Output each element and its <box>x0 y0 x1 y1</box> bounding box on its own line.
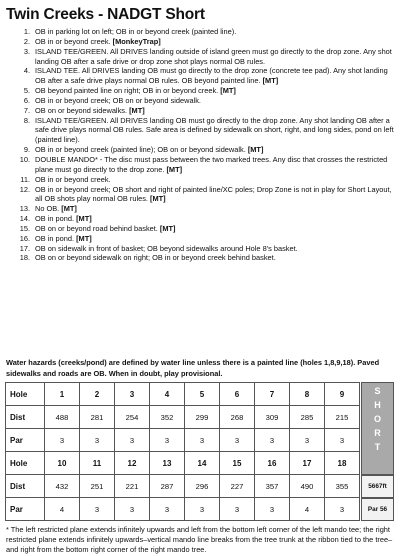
rule-tag: [MT] <box>262 76 279 86</box>
rule-tag: [MT] <box>76 233 92 243</box>
footnote: * The left restricted plane extends infinitely upwards and left from the bottom left corner of the left mando tee; the right restricted plane extends infinitely upwards–vertical mando line breaks from the tree trunk at the ribbon tied to the tree–and right from the bottom right corner of the right mando tree. <box>6 525 393 555</box>
short-layout-label <box>361 382 394 475</box>
rule-item <box>10 106 396 116</box>
holes-cell: 1 <box>45 383 80 406</box>
par-cell: 3 <box>45 429 80 452</box>
rule-text: DOUBLE MANDO* - The disc must pass between the two marked trees. Any disc that crosses the restricted plane must go directly to the drop zone. <box>35 154 388 174</box>
rule-number: 2. <box>23 36 30 46</box>
dist-cell: 309 <box>255 406 290 429</box>
holes-cell: 8 <box>290 383 325 406</box>
side-letter: O <box>373 414 381 424</box>
rule-tag: [MT] <box>220 86 236 96</box>
rule-number: 4. <box>23 66 30 76</box>
par-cell: 3 <box>325 429 360 452</box>
rule-number: 6. <box>23 95 30 105</box>
par-cell: 3 <box>185 429 220 452</box>
rule-number: 18. <box>19 253 30 263</box>
side-letter: H <box>374 400 381 410</box>
row-label: Dist <box>6 406 45 429</box>
holes-cell: 16 <box>255 452 290 475</box>
row-label: Hole <box>6 383 45 406</box>
dist-cell: 488 <box>45 406 80 429</box>
dist-cell: 268 <box>220 406 255 429</box>
holes-cell: 6 <box>220 383 255 406</box>
rule-text: ISLAND TEE. All DRIVES landing OB must go directly to the drop zone (concrete tee pad). Any shot landing OB after a safe drive plays normal OB rules. OB beyond painted line. <box>35 66 388 86</box>
par-cell: 3 <box>220 429 255 452</box>
rule-item <box>10 185 396 205</box>
rule-text: OB in or beyond creek; OB short and right of painted line/XC poles; Drop Zone is not in play for Short Layout, all OB shots play normal OB rules. <box>35 184 392 204</box>
dist-cell: 281 <box>80 406 115 429</box>
scorecard-row-par <box>6 429 360 452</box>
scorecard-row-par <box>6 498 360 521</box>
holes-cell: 13 <box>150 452 185 475</box>
rule-text: OB in or beyond creek; OB on or beyond sidewalk. <box>35 95 201 105</box>
dist-cell: 299 <box>185 406 220 429</box>
row-label: Hole <box>6 452 45 475</box>
rule-number: 5. <box>23 86 30 96</box>
par-cell: 3 <box>255 498 290 521</box>
rule-text: OB on or beyond sidewalk on right; OB in or beyond creek behind basket. <box>35 253 276 263</box>
par-cell: 3 <box>185 498 220 521</box>
rule-text: OB in parking lot on left; OB in or beyond creek (painted line). <box>35 27 237 36</box>
par-cell: 3 <box>150 498 185 521</box>
rule-number: 15. <box>19 223 30 233</box>
row-label: Par <box>6 429 45 452</box>
rule-item <box>10 224 396 234</box>
rule-text: ISLAND TEE/GREEN. All DRIVES landing OB must go directly to the drop zone. Any shot landing OB after a safe drive plays normal OB rules. Safe area is defined by sidewalk on short, right, and long sides, pond on left (painted line). <box>35 115 394 145</box>
dist-cell: 215 <box>325 406 360 429</box>
rule-number: 3. <box>23 46 30 56</box>
side-letter: R <box>374 428 381 438</box>
par-cell: 3 <box>290 429 325 452</box>
rule-tag: [MT] <box>150 194 166 204</box>
rule-item <box>10 253 396 263</box>
dist-cell: 357 <box>255 475 290 498</box>
dist-cell: 287 <box>150 475 185 498</box>
rule-item <box>10 116 396 146</box>
rule-text: OB in or beyond creek. <box>35 36 113 46</box>
page-title: Twin Creeks - NADGT Short <box>6 6 205 23</box>
rule-number: 7. <box>23 105 30 115</box>
rule-item <box>10 145 396 155</box>
rule-number: 14. <box>19 214 30 224</box>
holes-cell: 9 <box>325 383 360 406</box>
par-cell: 4 <box>290 498 325 521</box>
rule-text: OB beyond painted line on right; OB in or beyond creek. <box>35 86 221 96</box>
total-distance: 5667ft <box>361 475 394 498</box>
holes-cell: 12 <box>115 452 150 475</box>
rule-tag: [MT] <box>61 204 77 214</box>
rule-text: OB in or beyond creek (painted line); OB on or beyond sidewalk. <box>35 145 248 155</box>
dist-cell: 432 <box>45 475 80 498</box>
rule-item <box>10 66 396 86</box>
holes-cell: 15 <box>220 452 255 475</box>
rule-text: OB in pond. <box>35 233 77 243</box>
rule-number: 12. <box>19 184 30 194</box>
dist-cell: 296 <box>185 475 220 498</box>
scorecard-row-holes <box>6 452 360 475</box>
par-cell: 3 <box>220 498 255 521</box>
rule-number: 16. <box>19 233 30 243</box>
holes-cell: 5 <box>185 383 220 406</box>
rule-tag: [MT] <box>159 223 176 233</box>
rule-item <box>10 86 396 96</box>
holes-cell: 4 <box>150 383 185 406</box>
holes-cell: 2 <box>80 383 115 406</box>
dist-cell: 227 <box>220 475 255 498</box>
side-letter: S <box>374 386 381 396</box>
rule-tag: [MT] <box>76 214 92 224</box>
holes-cell: 14 <box>185 452 220 475</box>
rule-item <box>10 37 396 47</box>
dist-cell: 221 <box>115 475 150 498</box>
dist-cell: 251 <box>80 475 115 498</box>
rule-item <box>10 96 396 106</box>
rule-number: 1. <box>23 27 30 36</box>
rule-item <box>10 244 396 254</box>
total-par: Par 56 <box>361 498 394 521</box>
rule-text: OB on or beyond sidewalks. <box>35 105 130 115</box>
par-cell: 4 <box>45 498 80 521</box>
rule-tag: [MonkeyTrap] <box>112 36 161 46</box>
rule-tag: [MT] <box>247 145 264 155</box>
holes-cell: 10 <box>45 452 80 475</box>
par-cell: 3 <box>115 429 150 452</box>
dist-cell: 355 <box>325 475 360 498</box>
par-cell: 3 <box>255 429 290 452</box>
hazard-note: Water hazards (creeks/pond) are defined by water line unless there is a painted line (holes 1,8,9,18). Paved sidewalks and roads are OB. When in doubt, play provisional. <box>6 358 380 378</box>
holes-cell: 7 <box>255 383 290 406</box>
par-cell: 3 <box>325 498 360 521</box>
rule-item <box>10 214 396 224</box>
rule-text: No OB. <box>35 204 62 214</box>
rule-text: OB on sidewalk in front of basket; OB beyond sidewalks around Hole 8's basket. <box>35 243 298 253</box>
rule-tag: [MT] <box>129 105 145 115</box>
rule-number: 8. <box>23 115 30 125</box>
row-label: Dist <box>6 475 45 498</box>
rule-number: 17. <box>19 243 30 253</box>
par-cell: 3 <box>80 429 115 452</box>
row-label: Par <box>6 498 45 521</box>
rule-item <box>10 204 396 214</box>
rule-text: OB in or beyond creek. <box>35 174 111 184</box>
par-cell: 3 <box>115 498 150 521</box>
side-letter: T <box>374 442 381 452</box>
par-cell: 3 <box>80 498 115 521</box>
holes-cell: 11 <box>80 452 115 475</box>
dist-cell: 352 <box>150 406 185 429</box>
dist-cell: 285 <box>290 406 325 429</box>
dist-cell: 254 <box>115 406 150 429</box>
rule-tag: [MT] <box>166 164 183 174</box>
scorecard-row-dist <box>6 475 360 498</box>
rule-text: ISLAND TEE/GREEN. All DRIVES landing outside of island green must go directly to the drop zone. Any shot landing OB after a safe drive or drop zone shot plays normal OB rules. <box>35 46 392 66</box>
rule-number: 13. <box>19 204 30 214</box>
rule-item <box>10 27 396 37</box>
rule-text: OB in pond. <box>35 214 77 224</box>
rule-item <box>10 234 396 244</box>
rule-item <box>10 47 396 67</box>
scorecard-table <box>5 382 360 521</box>
rule-item <box>10 175 396 185</box>
rule-item <box>10 155 396 175</box>
par-cell: 3 <box>150 429 185 452</box>
rules-list <box>10 27 396 263</box>
holes-cell: 17 <box>290 452 325 475</box>
holes-cell: 3 <box>115 383 150 406</box>
scorecard-row-dist <box>6 406 360 429</box>
rule-number: 10. <box>19 154 30 164</box>
rule-text: OB on or beyond road behind basket. <box>35 223 160 233</box>
dist-cell: 490 <box>290 475 325 498</box>
rule-number: 9. <box>23 145 30 155</box>
holes-cell: 18 <box>325 452 360 475</box>
rule-number: 11. <box>20 174 30 184</box>
scorecard-row-holes <box>6 383 360 406</box>
